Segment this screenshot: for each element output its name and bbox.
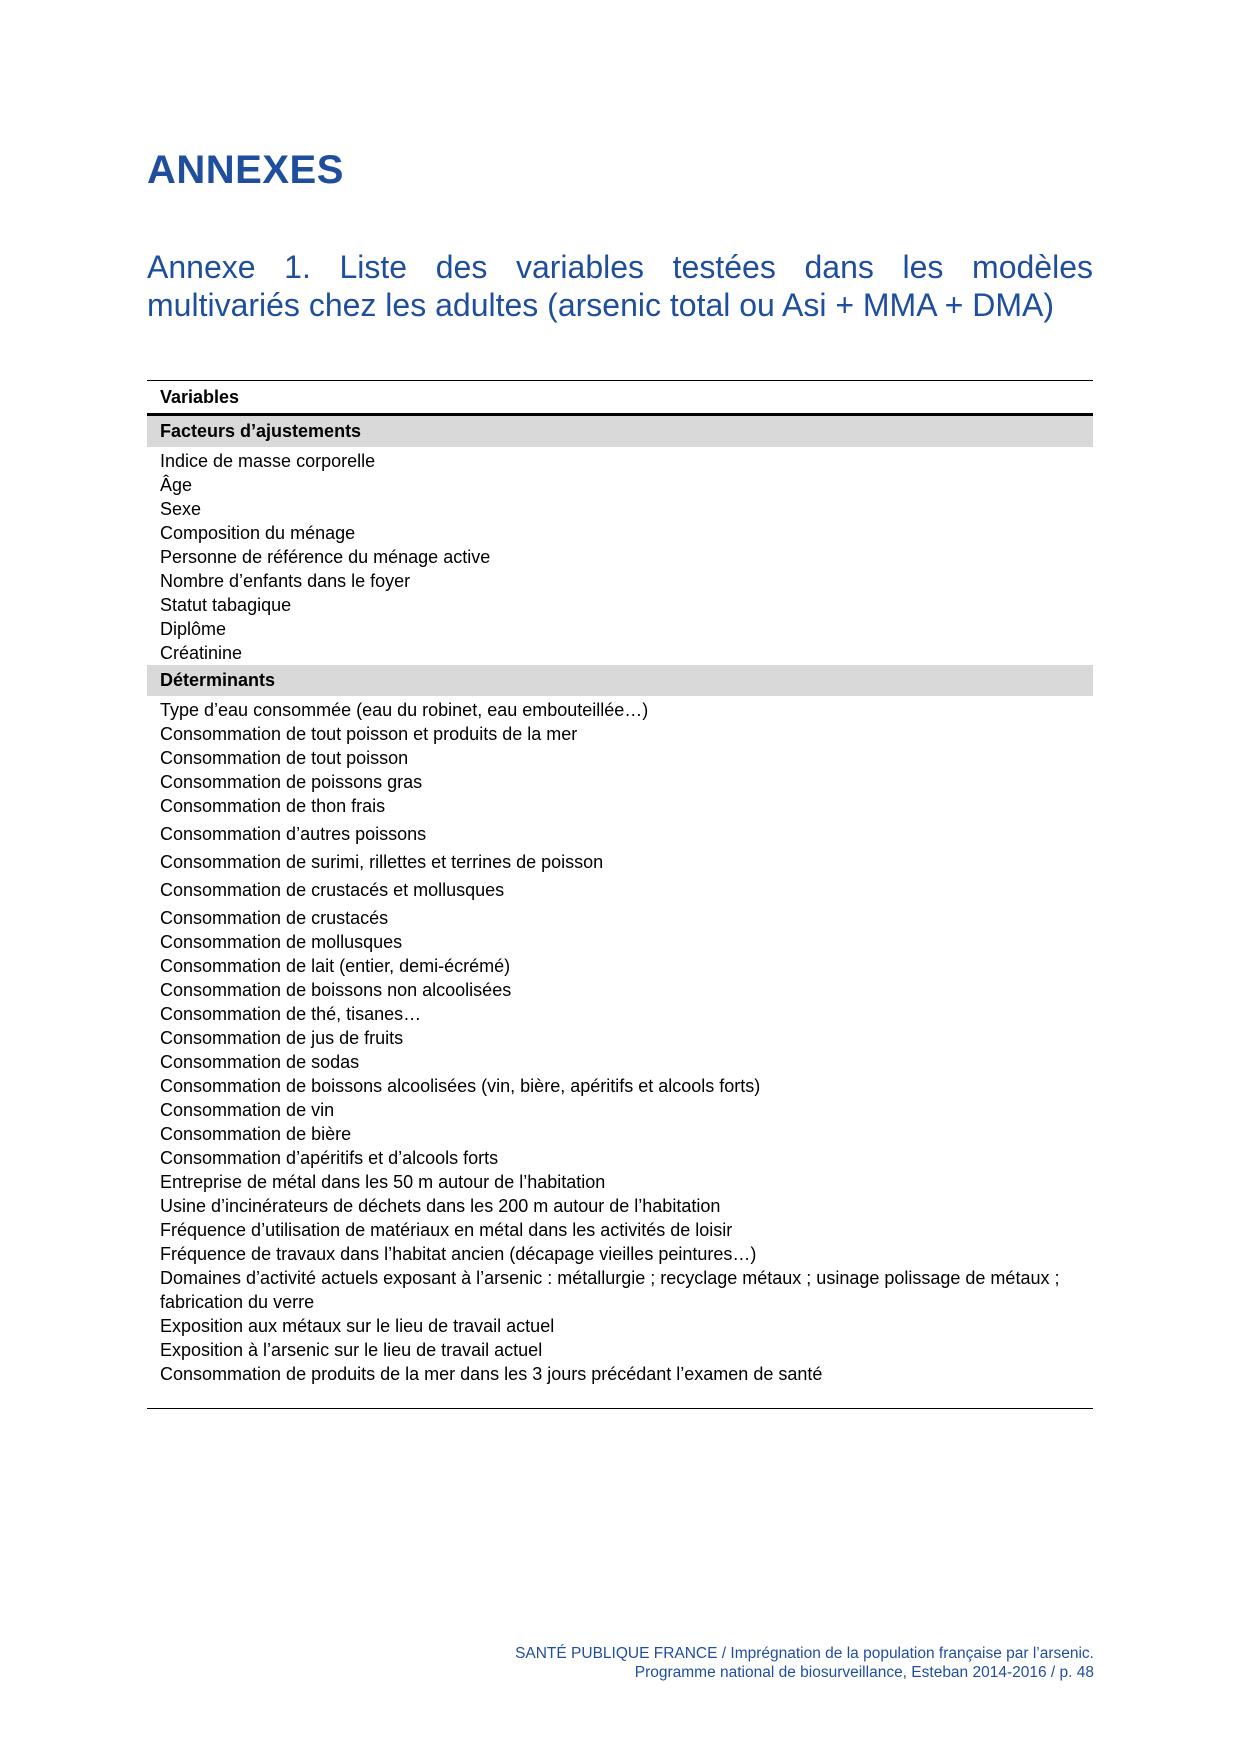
list-item: Consommation de produits de la mer dans les 3 jours précédant l’examen de santé [160, 1364, 823, 1384]
list-item: Consommation de vin [160, 1100, 335, 1120]
list-item: Consommation de bière [160, 1124, 352, 1144]
list-item: Consommation de poissons gras [160, 772, 423, 792]
list-item: Exposition aux métaux sur le lieu de travail actuel [160, 1316, 555, 1336]
list-item: Consommation d’apéritifs et d’alcools forts [160, 1148, 499, 1168]
list-item: Consommation de tout poisson et produits de la mer [160, 724, 578, 744]
annex-title: Annexe 1. Liste des variables testées dans les modèles multivariés chez les adultes (arsenic total ou Asi + MMA + DMA) [147, 249, 1093, 323]
list-item: Consommation de boissons non alcoolisées [160, 980, 512, 1000]
variables-table [147, 380, 1093, 1409]
list-item: Consommation de surimi, rillettes et terrines de poisson [160, 852, 604, 872]
list-item: Consommation de crustacés [160, 908, 389, 928]
list-item: Domaines d’activité actuels exposant à l’arsenic : métallurgie ; recyclage métaux ; usinage polissage de métaux ; fabrication du verre [160, 1268, 1060, 1312]
section-header-determinants: Déterminants [147, 665, 1093, 696]
list-item: Consommation de tout poisson [160, 748, 409, 768]
list-item: Âge [160, 475, 193, 495]
adjustments-list [147, 447, 1093, 665]
footer-line-2: Programme national de biosurveillance, Esteban 2014-2016 / p. 48 [634, 1664, 1094, 1681]
list-item: Créatinine [160, 643, 243, 663]
page-footer [515, 1644, 1094, 1682]
list-item: Sexe [160, 499, 202, 519]
list-item: Consommation de boissons alcoolisées (vin, bière, apéritifs et alcools forts) [160, 1076, 761, 1096]
list-item: Diplôme [160, 619, 227, 639]
list-item: Personne de référence du ménage active [160, 547, 491, 567]
section-header-adjustments: Facteurs d’ajustements [147, 416, 1093, 447]
determinants-list [147, 696, 1093, 1408]
list-item: Consommation de jus de fruits [160, 1028, 404, 1048]
list-item: Fréquence d’utilisation de matériaux en métal dans les activités de loisir [160, 1220, 733, 1240]
list-item: Consommation de crustacés et mollusques [160, 880, 505, 900]
list-item: Nombre d’enfants dans le foyer [160, 571, 411, 591]
list-item: Composition du ménage [160, 523, 356, 543]
list-item: Consommation de mollusques [160, 932, 403, 952]
list-item: Entreprise de métal dans les 50 m autour de l’habitation [160, 1172, 606, 1192]
page-title: ANNEXES [147, 148, 344, 192]
list-item: Consommation de thon frais [160, 796, 386, 816]
list-item: Exposition à l’arsenic sur le lieu de travail actuel [160, 1340, 543, 1360]
list-item: Consommation de thé, tisanes… [160, 1004, 422, 1024]
list-item: Fréquence de travaux dans l’habitat ancien (décapage vieilles peintures…) [160, 1244, 757, 1264]
list-item: Indice de masse corporelle [160, 451, 376, 471]
list-item: Type d’eau consommée (eau du robinet, eau embouteillée…) [160, 700, 649, 720]
list-item: Consommation d’autres poissons [160, 824, 427, 844]
list-item: Usine d’incinérateurs de déchets dans les 200 m autour de l’habitation [160, 1196, 721, 1216]
footer-line-1: SANTÉ PUBLIQUE FRANCE / Imprégnation de la population française par l’arsenic. [515, 1645, 1094, 1662]
list-item: Consommation de lait (entier, demi-écrémé) [160, 956, 511, 976]
list-item: Statut tabagique [160, 595, 292, 615]
list-item: Consommation de sodas [160, 1052, 360, 1072]
table-column-header: Variables [147, 381, 1093, 416]
